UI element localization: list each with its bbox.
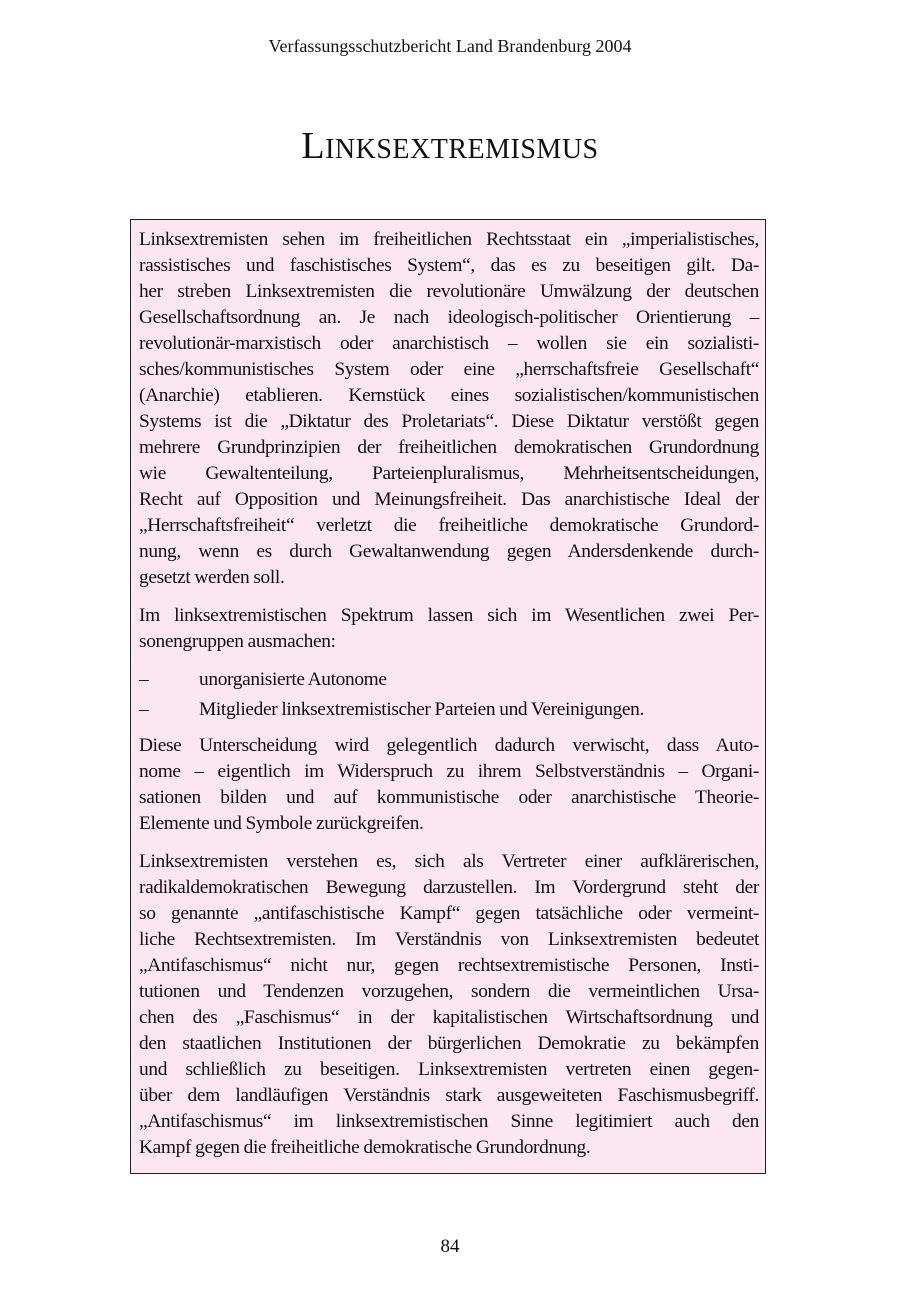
text-line: mehrere Grundprinzipien der freiheitlichen demokratischen Grundordnung	[139, 437, 759, 458]
dash-marker: –	[139, 669, 149, 690]
text-line: tutionen und Tendenzen vorzugehen, sondern die vermeintlichen Ursa-	[139, 981, 759, 1002]
list-item	[139, 695, 759, 725]
text-line: nome – eigentlich im Widerspruch zu ihrem Selbstverständnis – Organi-	[139, 761, 759, 782]
paragraph	[139, 227, 759, 591]
list-item-text: unorganisierte Autonome	[199, 669, 387, 690]
list-item-text: Mitglieder linksextremistischer Parteien und Vereinigungen.	[199, 699, 644, 720]
text-line: Recht auf Opposition und Meinungsfreiheit. Das anarchistische Ideal der	[139, 489, 759, 510]
text-line: liche Rechtsextremisten. Im Verständnis von Linksextremisten bedeutet	[139, 929, 759, 950]
box-content	[139, 227, 759, 1173]
text-line: sationen bilden und auf kommunistische oder anarchistische Theorie-	[139, 787, 759, 808]
text-line: über dem landläufigen Verständnis stark ausgeweiteten Faschismusbegriff.	[139, 1085, 759, 1106]
paragraph	[139, 849, 759, 1161]
text-line: Kampf gegen die freiheitliche demokratische Grundordnung.	[139, 1137, 591, 1158]
text-line: Im linksextremistischen Spektrum lassen sich im Wesentlichen zwei Per-	[139, 605, 759, 626]
text-line: sches/kommunistisches System oder eine „herrschaftsfreie Gesellschaft“	[139, 359, 759, 380]
text-line: Linksextremisten sehen im freiheitlichen Rechtsstaat ein „imperialistisches,	[139, 229, 759, 250]
text-line: Diese Unterscheidung wird gelegentlich dadurch verwischt, dass Auto-	[139, 735, 759, 756]
text-line: radikaldemokratischen Bewegung darzustellen. Im Vordergrund steht der	[139, 877, 759, 898]
text-box	[130, 219, 766, 1174]
text-line: „Antifaschismus“ im linksextremistischen Sinne legitimiert auch den	[139, 1111, 759, 1132]
page-number: 84	[440, 1236, 460, 1257]
paragraph	[139, 603, 759, 655]
text-line: her streben Linksextremisten die revolutionäre Umwälzung der deutschen	[139, 281, 759, 302]
text-line: den staatlichen Institutionen der bürgerlichen Demokratie zu bekämpfen	[139, 1033, 759, 1054]
list-item	[139, 665, 759, 695]
bullet-list	[139, 665, 759, 725]
text-line: Elemente und Symbole zurückgreifen.	[139, 813, 424, 834]
text-line: nung, wenn es durch Gewaltanwendung gegen Andersdenkende durch-	[139, 541, 759, 562]
text-line: sonengruppen ausmachen:	[139, 631, 336, 652]
text-line: und schließlich zu beseitigen. Linksextremisten vertreten einen gegen-	[139, 1059, 759, 1080]
paragraph	[139, 733, 759, 837]
text-line: „Herrschaftsfreiheit“ verletzt die freiheitliche demokratische Grundord-	[139, 515, 759, 536]
text-line: wie Gewaltenteilung, Parteienpluralismus, Mehrheitsentscheidungen,	[139, 463, 759, 484]
text-line: „Antifaschismus“ nicht nur, gegen rechtsextremistische Personen, Insti-	[139, 955, 759, 976]
text-line: (Anarchie) etablieren. Kernstück eines sozialistischen/kommunistischen	[139, 385, 759, 406]
running-header: Verfassungsschutzbericht Land Brandenburg 2004	[268, 36, 632, 56]
text-line: Systems ist die „Diktatur des Proletariats“. Diese Diktatur verstößt gegen	[139, 411, 759, 432]
dash-marker: –	[139, 699, 149, 720]
title-rest: INKSEXTREMISMUS	[325, 134, 599, 165]
text-line: Linksextremisten verstehen es, sich als Vertreter einer aufklärerischen,	[139, 851, 759, 872]
title-initial: L	[301, 125, 326, 167]
text-line: revolutionär-marxistisch oder anarchistisch – wollen sie ein sozialisti-	[139, 333, 759, 354]
text-line: gesetzt werden soll.	[139, 567, 285, 588]
text-line: Gesellschaftsordnung an. Je nach ideologisch-politischer Orientierung –	[139, 307, 759, 328]
text-line: rassistisches und faschistisches System“, das es zu beseitigen gilt. Da-	[139, 255, 759, 276]
page-title	[0, 124, 900, 168]
text-line: chen des „Faschismus“ in der kapitalistischen Wirtschaftsordnung und	[139, 1007, 759, 1028]
text-line: so genannte „antifaschistische Kampf“ gegen tatsächliche oder vermeint-	[139, 903, 759, 924]
